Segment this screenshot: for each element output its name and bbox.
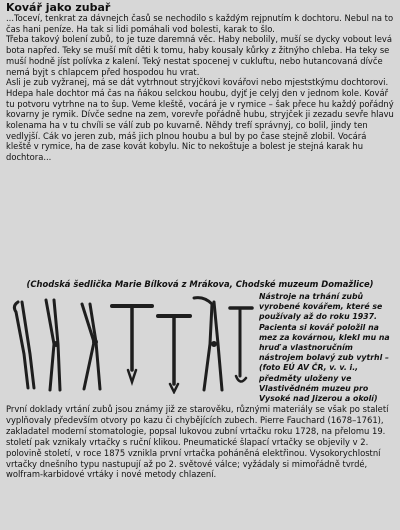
forceps-tool — [82, 304, 100, 389]
extraction-forceps-tool — [194, 298, 222, 390]
article-title: Kovář jako zubař — [6, 1, 111, 14]
intro-paragraph-2: Třeba takový bolení zubů, to je tuze daremná věc. Haby nebolily, muší se dycky vobout levá bota napřed. Teky se muší mít děti k tomu, haby kousaly kůrky z žitnýho chleba. Ha teky se muší hodně jíst polívka z kalení. Teký nestat spocenej v cukluftu, nebo hutancovaná dívče nemá byjt s chlapcem před hospodou hu vrat. — [6, 34, 393, 77]
source-attribution: (Chodská šedlička Marie Bílková z Mrákova, Chodské muzeum Domažlice) — [26, 279, 374, 289]
t-key-tool — [112, 306, 152, 382]
photo-caption: Nástroje na trhání zubů vyrobené kovářem, které se používaly až do roku 1937. Pacienta si kovář položil na mez za kovárnou, klekl mu na hruď a vlastnoručním nástrojem bolavý zub vytrhl – (foto EÚ AV ČR, v. v. i., předměty uloženy ve Vlastivědném muzeu pro Vysoké nad Jizerou a okolí) — [259, 292, 390, 404]
dental-tools-photo — [8, 294, 256, 394]
hook-pliers-tool — [14, 302, 34, 388]
history-paragraph: První doklady vrtání zubů jsou známy již ze starověku, různými materiály se však po staletí vyplňovaly především otvory po kazu či chybějících zubech. Pierre Fauchard (1678–1761), zakladatel moderní stomatologie, popsal lukovou zubní vrtačku roku 1728, na přelomu 19. století pak vznikaly vrtačky s ruční klikou. Pneumatické šlapací vrtačky se objevily v 2. polovině století, v roce 1875 vznikla první vrtačka poháněná elektřinou. Vysokorychlostní vrtačky dnešního typu nastupují až po 2. světové válce; vyžádaly si mimořádně tvrdé, wolfram-karbidové vrtáky i nové metody chlazení. — [6, 404, 389, 480]
intro-paragraph-3: Asli je zub vyžranej, má se dát vytrhnout stryjčkovi kovářovi nebo mjeststkýmu dochtorovi. Hdepa hale dochtor má čas na ňákou selckou houbu, dyjť je celyj den v jednom kole. Kovář tu potvoru vytrhne na to šup. Veme kleště, vocárá je v rymice – šak přece hu každý pořádný kovarny je rymik. Dívče sedne na zem, vorevře pořádně hubu, stryjček ji zezadu sevře hlavu kolenama ha v tu chvíli se válí zub po kuvarně. Něhdy trefí správnyj, co bolil, jindy ten vedlyjší. Cák vo jeren zub, máš jich plnou houbu a bul by po čase stejně zlobil. Vocárá kleště v rymice, ha de zase kovát kobylu. Nic to nekoštuje a bolest je stejná karak hu dochtora... — [6, 77, 394, 163]
intro-text — [6, 13, 394, 163]
dental-key-tool — [230, 308, 252, 382]
long-pliers-tool — [46, 300, 60, 390]
intro-paragraph-1: ...Toceví, tenkrat za dávnejch časů se nechodilo s každým rejpnutím k dochtoru. Nebul na to čas hani peníze. Ha tak si lidi pomáhali vod bolesti, karak to šlo. — [6, 13, 394, 34]
t-bar-tool — [158, 316, 190, 392]
history-text — [6, 404, 394, 480]
